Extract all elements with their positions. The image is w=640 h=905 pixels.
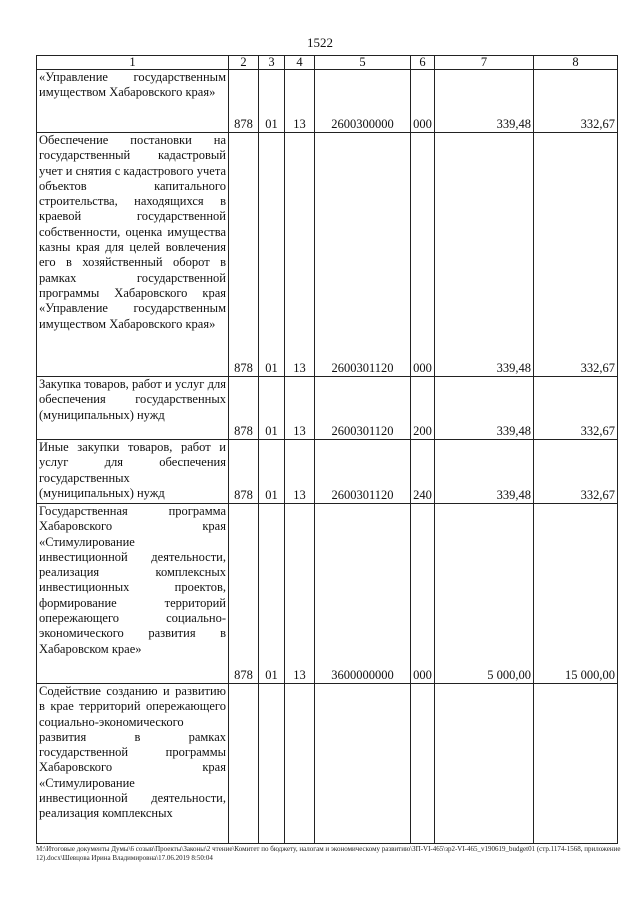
cell-code-5: 2600301120 (315, 133, 411, 377)
cell-code-2: 878 (229, 133, 259, 377)
file-path-footer: М:\Итоговые документы Думы\6 созыв\Проекты\Законы\2 чтение\Комитет по бюджету, налогам и экономическому развитию\ЗП-VI-465\зр2-VI-465_v190619_budget01 (стр.1174-1568, приложение 12).docx\Шевцова Ирина Владимировна\17.06.2019 8:50:04 (36, 845, 621, 862)
cell-code-2: 878 (229, 70, 259, 133)
cell-code-5: 2600301120 (315, 440, 411, 504)
col-header: 7 (435, 56, 534, 70)
col-header: 8 (534, 56, 618, 70)
cell-code-2: 878 (229, 377, 259, 440)
cell-code-6 (411, 684, 435, 844)
cell-code-2 (229, 684, 259, 844)
col-header: 4 (285, 56, 315, 70)
table-row (37, 504, 618, 684)
cell-code-5: 2600301120 (315, 377, 411, 440)
table-row (37, 70, 618, 133)
col-header: 3 (259, 56, 285, 70)
cell-code-6: 000 (411, 133, 435, 377)
cell-code-3: 01 (259, 504, 285, 684)
header-row (37, 56, 618, 70)
cell-amount-8: 332,67 (534, 377, 618, 440)
cell-amount-8: 15 000,00 (534, 504, 618, 684)
cell-amount-7: 5 000,00 (435, 504, 534, 684)
cell-code-4 (285, 684, 315, 844)
cell-amount-8: 332,67 (534, 70, 618, 133)
cell-amount-8 (534, 684, 618, 844)
cell-amount-8: 332,67 (534, 440, 618, 504)
col-header: 5 (315, 56, 411, 70)
page-number: 1522 (307, 35, 333, 50)
row-name: Обеспечение постановки на государственный кадастровый учет и снятия с кадастрового учета объектов капитального строительства, находящихся в краевой государственной собственности, оценка имущества казны края для целей вовлечения его в хозяйственный оборот в рамках государственной программы Хабаровского края «Управление государственным имуществом Хабаровского края» (37, 133, 229, 377)
cell-code-3: 01 (259, 440, 285, 504)
budget-table (36, 55, 618, 844)
cell-code-4: 13 (285, 440, 315, 504)
cell-amount-7: 339,48 (435, 440, 534, 504)
cell-code-5 (315, 684, 411, 844)
row-name: Государственная программа Хабаровского края «Стимулирование инвестиционной деятельности, реализация комплексных инвестиционных проектов, формирование территорий опережающего социально-экономического развития в Хабаровском крае» (37, 504, 229, 684)
cell-code-6: 000 (411, 70, 435, 133)
cell-code-2: 878 (229, 504, 259, 684)
cell-code-5: 2600300000 (315, 70, 411, 133)
row-name: «Управление государственным имуществом Хабаровского края» (37, 70, 229, 133)
cell-code-5: 3600000000 (315, 504, 411, 684)
cell-amount-7: 339,48 (435, 133, 534, 377)
cell-code-3 (259, 684, 285, 844)
row-name: Закупка товаров, работ и услуг для обеспечения государственных (муниципальных) нужд (37, 377, 229, 440)
col-header: 1 (37, 56, 229, 70)
cell-amount-7: 339,48 (435, 377, 534, 440)
table-row (37, 133, 618, 377)
cell-code-3: 01 (259, 70, 285, 133)
cell-code-3: 01 (259, 377, 285, 440)
cell-code-4: 13 (285, 133, 315, 377)
table-row (37, 684, 618, 844)
cell-code-6: 200 (411, 377, 435, 440)
col-header: 2 (229, 56, 259, 70)
cell-amount-8: 332,67 (534, 133, 618, 377)
cell-amount-7 (435, 684, 534, 844)
row-name: Иные закупки товаров, работ и услуг для обеспечения государственных (муниципальных) нужд (37, 440, 229, 504)
table-row (37, 440, 618, 504)
cell-code-6: 000 (411, 504, 435, 684)
col-header: 6 (411, 56, 435, 70)
cell-code-3: 01 (259, 133, 285, 377)
cell-code-4: 13 (285, 70, 315, 133)
row-name: Содействие созданию и развитию в крае территорий опережающего социально-экономического развития в рамках государственной программы Хабаровского края «Стимулирование инвестиционной деятельности, реализация комплексных (37, 684, 229, 844)
cell-code-6: 240 (411, 440, 435, 504)
cell-amount-7: 339,48 (435, 70, 534, 133)
cell-code-4: 13 (285, 377, 315, 440)
table-row (37, 377, 618, 440)
cell-code-4: 13 (285, 504, 315, 684)
cell-code-2: 878 (229, 440, 259, 504)
